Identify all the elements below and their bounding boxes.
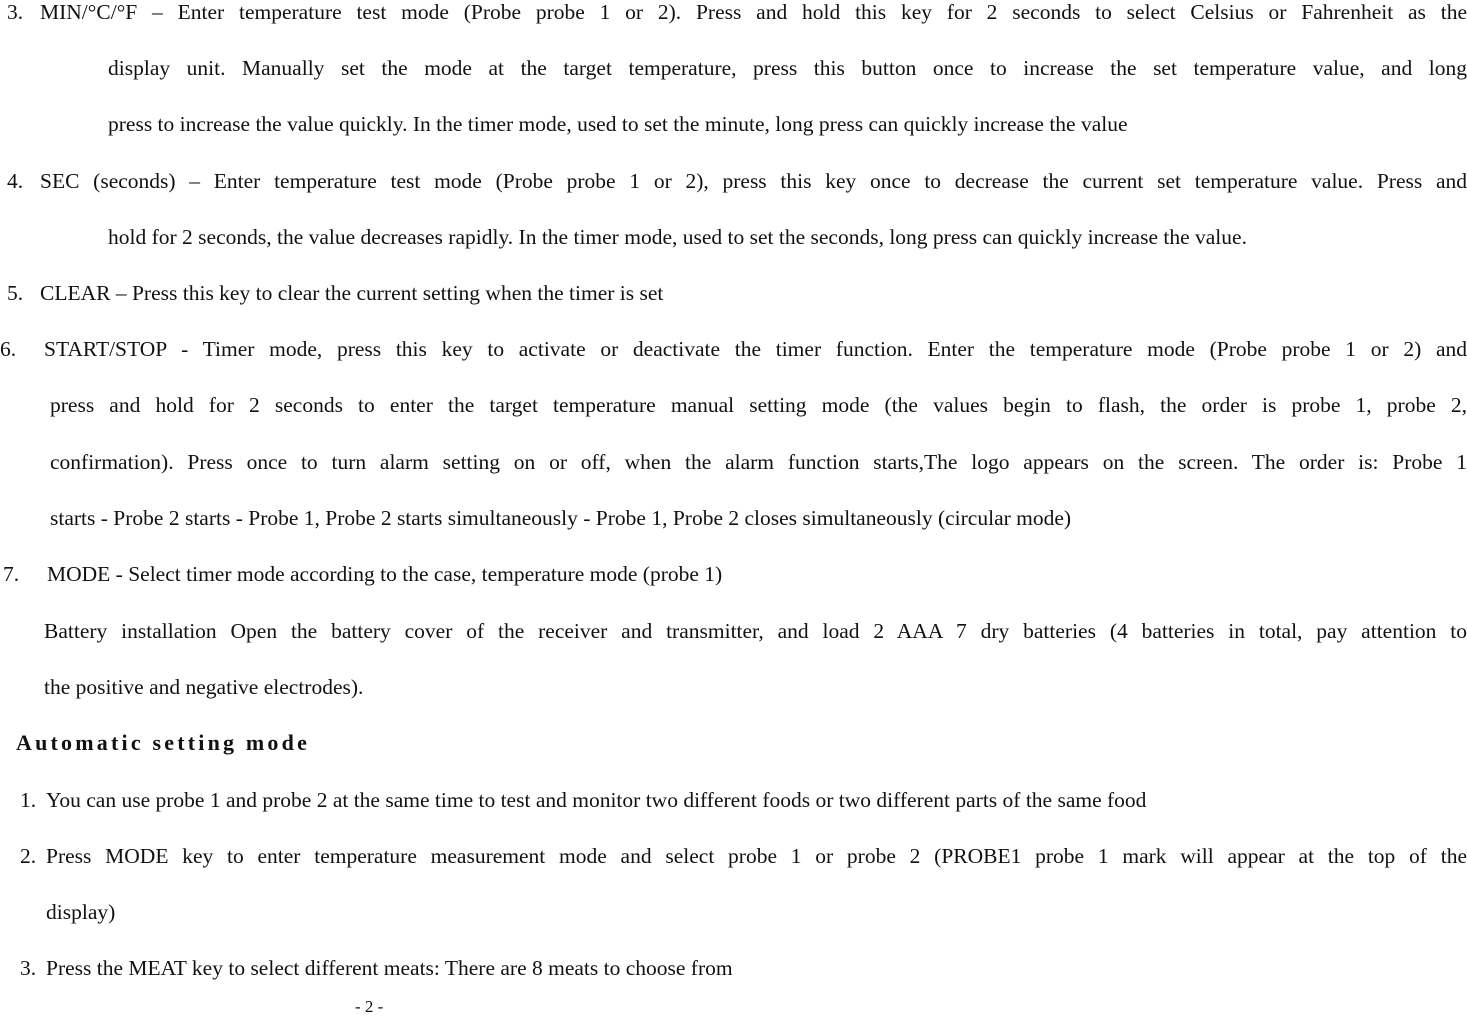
item-7-number: 7.	[3, 562, 20, 586]
auto-step-3-line-1: Press the MEAT key to select different meats: There are 8 meats to choose from	[46, 956, 733, 980]
item-6-line-2: press and hold for 2 seconds to enter the target temperature manual setting mode (the values begin to flash, the order is probe 1, probe 2,	[50, 393, 1467, 417]
item-3-number: 3.	[7, 0, 24, 24]
auto-step-1-line-1: You can use probe 1 and probe 2 at the same time to test and monitor two different foods or two different parts of the same food	[46, 788, 1147, 812]
auto-step-2-line-2: display)	[46, 900, 116, 924]
item-5-line-1: CLEAR – Press this key to clear the current setting when the timer is set	[40, 281, 664, 305]
page-number: - 2 -	[355, 997, 384, 1016]
item-4-number: 4.	[7, 169, 24, 193]
item-3-line-2: display unit. Manually set the mode at the target temperature, press this button once to increase the set temperature value, and long	[108, 56, 1467, 80]
item-6-line-4: starts - Probe 2 starts - Probe 1, Probe 2 starts simultaneously - Probe 1, Probe 2 closes simultaneously (circular mode)	[50, 506, 1072, 530]
item-4-line-2: hold for 2 seconds, the value decreases rapidly. In the timer mode, used to set the seconds, long press can quickly increase the value.	[108, 225, 1247, 249]
auto-step-1-number: 1.	[20, 788, 37, 812]
item-6-number: 6.	[0, 337, 17, 361]
item-7-line-1: MODE - Select timer mode according to the case, temperature mode (probe 1)	[47, 562, 723, 586]
item-6-line-1: START/STOP - Timer mode, press this key to activate or deactivate the timer function. Enter the temperature mode (Probe probe 1 or 2) and	[44, 337, 1467, 361]
item-4-line-1: SEC (seconds) – Enter temperature test mode (Probe probe 1 or 2), press this key once to decrease the current set temperature value. Press and	[40, 169, 1467, 193]
battery-line-2: the positive and negative electrodes).	[44, 675, 364, 699]
battery-line-1: Battery installation Open the battery cover of the receiver and transmitter, and load 2 AAA 7 dry batteries (4 batteries in total, pay attention to	[44, 619, 1467, 643]
item-3-line-3: press to increase the value quickly. In the timer mode, used to set the minute, long press can quickly increase the value	[108, 112, 1128, 136]
auto-step-2-number: 2.	[20, 844, 37, 868]
section-heading-automatic: Automatic setting mode	[16, 730, 311, 755]
item-3-line-1: MIN/°C/°F – Enter temperature test mode (Probe probe 1 or 2). Press and hold this key for 2 seconds to select Celsius or Fahrenheit as the	[40, 0, 1467, 24]
item-6-line-3: confirmation). Press once to turn alarm setting on or off, when the alarm function starts,The logo appears on the screen. The order is: Probe 1	[50, 450, 1467, 474]
auto-step-3-number: 3.	[20, 956, 37, 980]
item-5-number: 5.	[7, 281, 24, 305]
auto-step-2-line-1: Press MODE key to enter temperature measurement mode and select probe 1 or probe 2 (PROBE1 probe 1 mark will appear at the top of the	[46, 844, 1467, 868]
